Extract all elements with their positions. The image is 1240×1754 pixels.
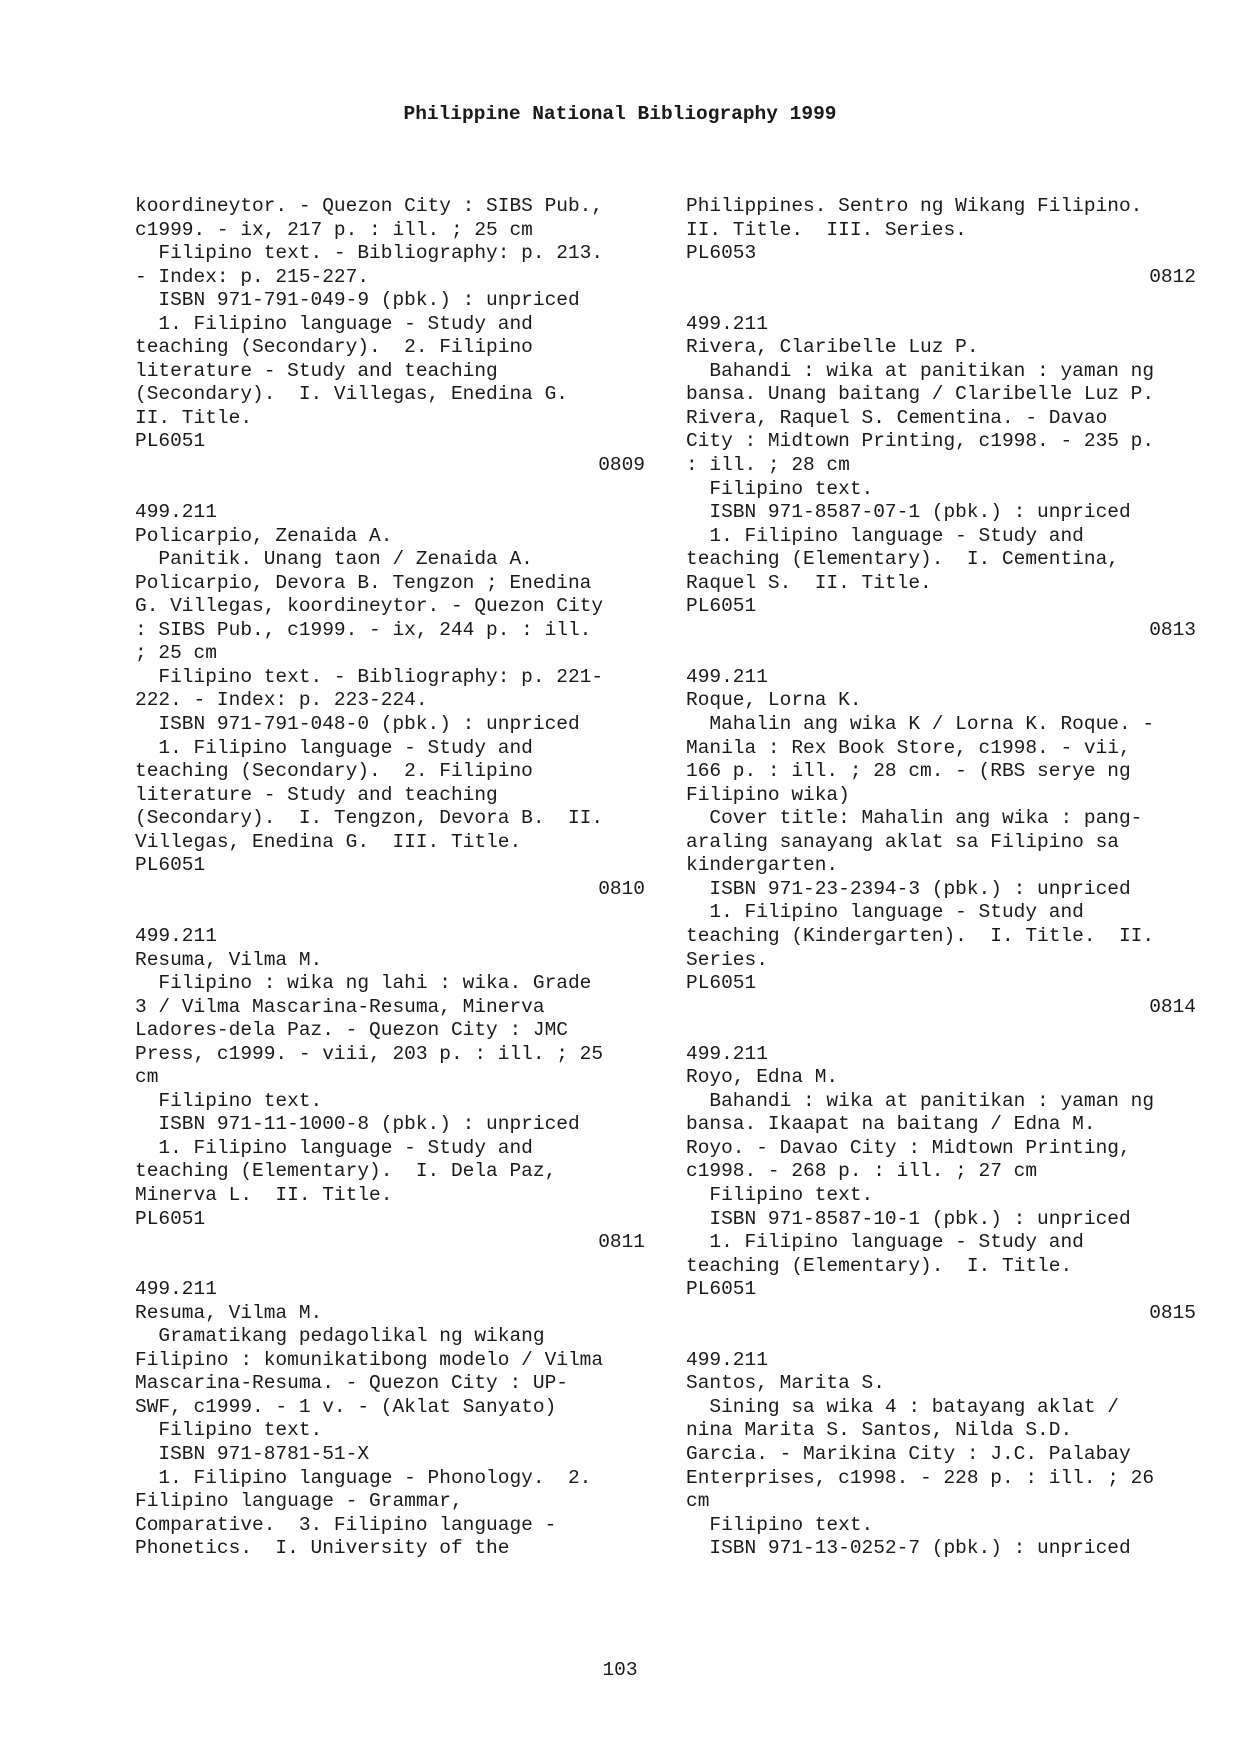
right-column-text-line: Sining sa wika 4 : batayang aklat / — [686, 1395, 1119, 1418]
right-column-text-line: PL6051 — [686, 595, 757, 618]
right-column — [686, 195, 1196, 1561]
right-column-text-line: kindergarten. — [686, 854, 839, 877]
left-column-text-line: 499.211 — [135, 924, 217, 947]
left-column-text-line: Policarpio, Devora B. Tengzon ; Enedina — [135, 571, 592, 594]
left-column-text-line — [135, 1255, 645, 1279]
left-column-text-line: koordineytor. - Quezon City : SIBS Pub., — [135, 195, 604, 217]
right-column-text-line: Mahalin ang wika K / Lorna K. Roque. - — [686, 713, 1155, 736]
left-column-text-line: ISBN 971-791-048-0 (pbk.) : unpriced — [135, 713, 580, 736]
right-column-record-number: 0814 — [1149, 995, 1196, 1018]
left-column-text-line: Phonetics. I. University of the — [135, 1537, 510, 1560]
left-column-text-line: Gramatikang pedagolikal ng wikang — [135, 1325, 545, 1348]
left-column-text-line: Filipino : komunikatibong modelo / Vilma — [135, 1348, 604, 1371]
right-column-text-line: 1. Filipino language - Study and — [686, 524, 1084, 547]
right-column-text-line: PL6053 — [686, 242, 757, 265]
right-column-text-line: Santos, Marita S. — [686, 1372, 885, 1395]
right-column-text-line: Bahandi : wika at panitikan : yaman ng — [686, 1089, 1155, 1112]
right-column-text-line: nina Marita S. Santos, Nilda S.D. — [686, 1419, 1073, 1442]
right-column-text-line: Enterprises, c1998. - 228 p. : ill. ; 26 — [686, 1466, 1155, 1489]
right-column-text-line: Filipino text. — [686, 1513, 874, 1536]
right-column-text-line: 499.211 — [686, 665, 768, 688]
right-column-text-line: 499.211 — [686, 1348, 768, 1371]
left-column-text-line: Panitik. Unang taon / Zenaida A. — [135, 548, 533, 571]
left-column-record-number: 0809 — [598, 454, 645, 477]
left-column-text-line: teaching (Secondary). 2. Filipino — [135, 760, 533, 783]
left-column-text-line: (Secondary). I. Tengzon, Devora B. II. — [135, 807, 604, 830]
left-column-text-line: Mascarina-Resuma. - Quezon City : UP- — [135, 1372, 568, 1395]
right-column-text-line: araling sanayang aklat sa Filipino sa — [686, 830, 1119, 853]
left-column-record-number: 0811 — [598, 1231, 645, 1254]
right-column-text-line: Royo. - Davao City : Midtown Printing, — [686, 1136, 1131, 1159]
left-column-text-line: 3 / Vilma Mascarina-Resuma, Minerva — [135, 995, 545, 1018]
left-column-text-line: Comparative. 3. Filipino language - — [135, 1513, 557, 1536]
right-column-text-line: Royo, Edna M. — [686, 1066, 839, 1089]
right-column-text-line: ISBN 971-13-0252-7 (pbk.) : unpriced — [686, 1537, 1131, 1560]
left-column-text-line: : SIBS Pub., c1999. - ix, 244 p. : ill. — [135, 618, 592, 641]
left-column-record-number: 0810 — [598, 877, 645, 900]
left-column-text-line: 1. Filipino language - Study and — [135, 1136, 533, 1159]
right-column-text-line: ISBN 971-23-2394-3 (pbk.) : unpriced — [686, 877, 1131, 900]
left-column-text-line: II. Title. — [135, 406, 253, 429]
left-column-text-line: teaching (Elementary). I. Dela Paz, — [135, 1160, 557, 1183]
left-column-text-line: Resuma, Vilma M. — [135, 948, 323, 971]
right-column-text-line: II. Title. III. Series. — [686, 218, 967, 241]
right-column-text-line — [686, 1019, 1196, 1043]
left-column-text-line: literature - Study and teaching — [135, 783, 498, 806]
left-column-text-line: 1. Filipino language - Phonology. 2. — [135, 1466, 592, 1489]
left-column-text-line: cm — [135, 1066, 159, 1089]
right-column-text-line: 1. Filipino language - Study and — [686, 901, 1084, 924]
right-column-text-line: 166 p. : ill. ; 28 cm. - (RBS serye ng — [686, 760, 1131, 783]
right-column-text-line: Rivera, Raquel S. Cementina. - Davao — [686, 406, 1108, 429]
right-column-text-line: Philippines. Sentro ng Wikang Filipino. — [686, 195, 1143, 217]
page-title: Philippine National Bibliography 1999 — [403, 103, 837, 125]
right-column-text-line: Garcia. - Marikina City : J.C. Palabay — [686, 1442, 1131, 1465]
left-column-text-line: Filipino : wika ng lahi : wika. Grade — [135, 972, 592, 995]
right-column-text-line: Filipino text. — [686, 477, 874, 500]
right-column-text-line: bansa. Unang baitang / Claribelle Luz P. — [686, 383, 1155, 406]
left-column-text-line: Filipino text. - Bibliography: p. 213. — [135, 242, 604, 265]
left-column-text-line: Filipino text. — [135, 1089, 323, 1112]
left-column-text-line: PL6051 — [135, 854, 206, 877]
right-column-text-line — [686, 289, 1196, 313]
left-column-text-line: (Secondary). I. Villegas, Enedina G. — [135, 383, 568, 406]
left-column-text-line — [135, 478, 645, 502]
right-column-record-number: 0812 — [1149, 265, 1196, 288]
right-column-text-line: teaching (Elementary). I. Cementina, — [686, 548, 1119, 571]
left-column-text-line: PL6051 — [135, 430, 206, 453]
right-column-text-line: City : Midtown Printing, c1998. - 235 p. — [686, 430, 1155, 453]
right-column-text-line: Cover title: Mahalin ang wika : pang- — [686, 807, 1143, 830]
left-column-text-line: Resuma, Vilma M. — [135, 1301, 323, 1324]
right-column-text-line: 499.211 — [686, 312, 768, 335]
right-column-text-line: Bahandi : wika at panitikan : yaman ng — [686, 359, 1155, 382]
right-column-text-line: PL6051 — [686, 1278, 757, 1301]
left-column-text-line: ISBN 971-11-1000-8 (pbk.) : unpriced — [135, 1113, 580, 1136]
left-column-text-line: ; 25 cm — [135, 642, 217, 665]
left-column-text-line: Policarpio, Zenaida A. — [135, 524, 393, 547]
left-column-text-line: ISBN 971-791-049-9 (pbk.) : unpriced — [135, 289, 580, 312]
left-column-text-line: 222. - Index: p. 223-224. — [135, 689, 428, 712]
right-column-text-line — [686, 1325, 1196, 1349]
left-column-text-line: - Index: p. 215-227. — [135, 265, 370, 288]
right-column-text-line: Raquel S. II. Title. — [686, 571, 932, 594]
left-column-text-line: SWF, c1999. - 1 v. - (Aklat Sanyato) — [135, 1395, 557, 1418]
right-column-text-line: Rivera, Claribelle Luz P. — [686, 336, 979, 359]
right-column-text-line — [686, 642, 1196, 666]
right-column-text-line: cm — [686, 1490, 710, 1513]
left-column-text-line: Ladores-dela Paz. - Quezon City : JMC — [135, 1019, 568, 1042]
left-column-text-line: Minerva L. II. Title. — [135, 1183, 393, 1206]
right-column-text-line: 499.211 — [686, 1042, 768, 1065]
left-column-text-line: teaching (Secondary). 2. Filipino — [135, 336, 533, 359]
right-column-text-line: 1. Filipino language - Study and — [686, 1231, 1084, 1254]
right-column-text-line: Filipino text. — [686, 1183, 874, 1206]
right-column-text-line: teaching (Kindergarten). I. Title. II. — [686, 924, 1155, 947]
left-column-text-line: 499.211 — [135, 1278, 217, 1301]
left-column-text-line: Filipino language - Grammar, — [135, 1490, 463, 1513]
right-column-text-line: ISBN 971-8587-07-1 (pbk.) : unpriced — [686, 501, 1131, 524]
right-column-text-line: Filipino wika) — [686, 783, 850, 806]
left-column-text-line — [135, 901, 645, 925]
left-column-text-line: Villegas, Enedina G. III. Title. — [135, 830, 522, 853]
right-column-text-line: teaching (Elementary). I. Title. — [686, 1254, 1073, 1277]
left-column-text-line: 1. Filipino language - Study and — [135, 312, 533, 335]
right-column-text-line: c1998. - 268 p. : ill. ; 27 cm — [686, 1160, 1038, 1183]
left-column-text-line: ISBN 971-8781-51-X — [135, 1442, 370, 1465]
right-column-text-line: ISBN 971-8587-10-1 (pbk.) : unpriced — [686, 1207, 1131, 1230]
left-column-text-line: Filipino text. — [135, 1419, 323, 1442]
left-column-text-line: 499.211 — [135, 501, 217, 524]
left-column-text-line: G. Villegas, koordineytor. - Quezon City — [135, 595, 604, 618]
right-column-record-number: 0813 — [1149, 618, 1196, 641]
page-number: 103 — [602, 1659, 638, 1681]
right-column-text-line: : ill. ; 28 cm — [686, 454, 850, 477]
right-column-text-line: Series. — [686, 948, 768, 971]
left-column-text-line: Filipino text. - Bibliography: p. 221- — [135, 665, 604, 688]
right-column-text-line: PL6051 — [686, 972, 757, 995]
left-column-text-line: PL6051 — [135, 1207, 206, 1230]
right-column-text-line: Manila : Rex Book Store, c1998. - vii, — [686, 736, 1131, 759]
left-column-text-line: c1999. - ix, 217 p. : ill. ; 25 cm — [135, 218, 533, 241]
left-column — [135, 195, 645, 1561]
left-column-text-line: literature - Study and teaching — [135, 359, 498, 382]
right-column-text-line: bansa. Ikaapat na baitang / Edna M. — [686, 1113, 1096, 1136]
left-column-text-line: 1. Filipino language - Study and — [135, 736, 533, 759]
left-column-text-line: Press, c1999. - viii, 203 p. : ill. ; 25 — [135, 1042, 604, 1065]
right-column-record-number: 0815 — [1149, 1301, 1196, 1324]
right-column-text-line: Roque, Lorna K. — [686, 689, 862, 712]
